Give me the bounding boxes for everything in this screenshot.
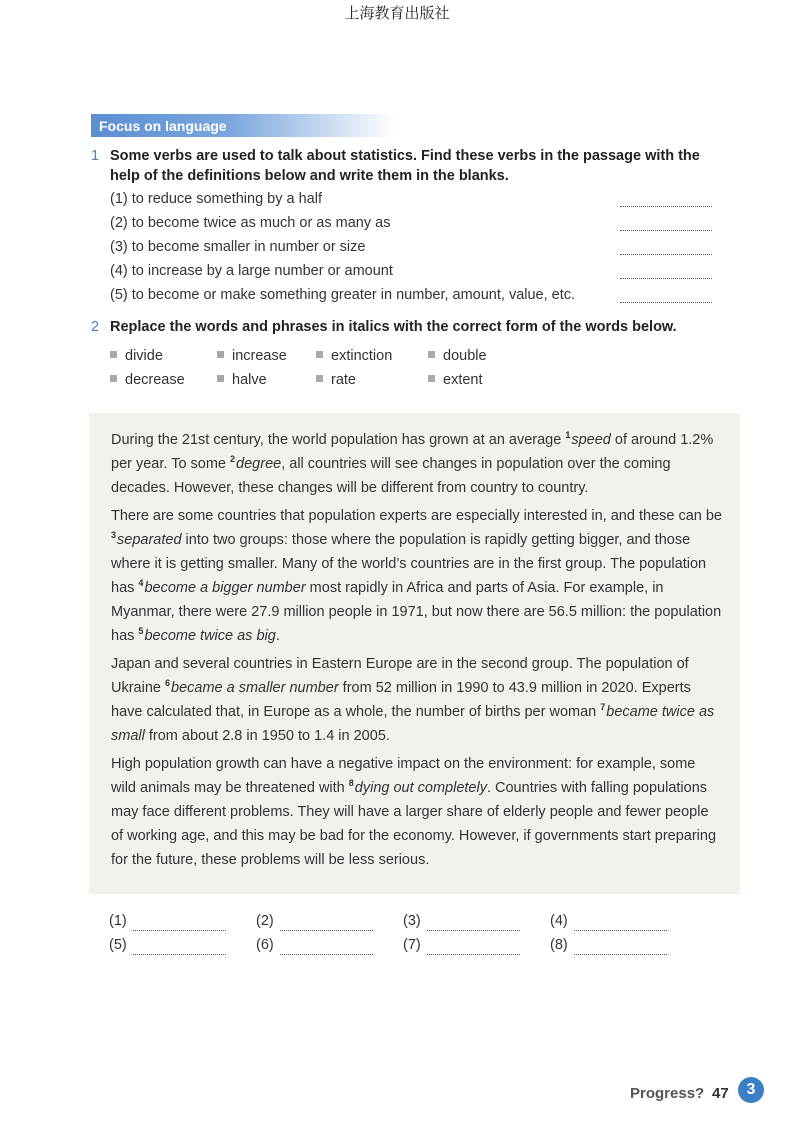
word-bank-item: halve [217,372,267,388]
unit-badge: 3 [738,1077,764,1103]
passage-paragraph: There are some countries that population experts are especially interested in, and these can be $^3$separated into two groups: those where the population is rapidly getting bigger, and those where it is getting smaller. Many of the world’s countries are in the first group. The population has $^4$become a bigger number most rapidly in Africa and parts of Asia. For example, in Myanmar, there were 27.9 million people in 1971, but now there are 56.5 million: the population has $^5$become twice as big. [111,508,722,644]
answer-line[interactable] [280,954,373,955]
definition-item [110,214,720,238]
word-bank-row [110,348,530,372]
answer-line[interactable] [280,930,373,931]
word-bank-item: extinction [316,348,392,364]
bullet-square-icon [217,351,224,358]
bullet-square-icon [316,375,323,382]
section-heading-bar [91,114,396,137]
answer-line[interactable] [574,954,667,955]
answer-slot: (3) [403,913,543,933]
answer-slot: (8) [550,937,690,957]
passage-paragraph: Japan and several countries in Eastern Europe are in the second group. The population of Ukraine $^6$became a smaller number from 52 million in 1990 to 43.9 million in 2020. Experts have calculated that, in Europe as a whole, the number of births per woman $^7$became twice as small from about 2.8 in 1950 to 1.4 in 2005. [111,656,715,744]
answer-slot: (2) [256,913,396,933]
word-bank-row [110,372,530,396]
definition-item [110,286,720,310]
answer-slot: (4) [550,913,690,933]
question-2-instruction: Replace the words and phrases in italics with the correct form of the words below. [110,319,677,335]
definition-item [110,262,720,286]
word-bank [110,348,530,396]
word-bank-item: increase [217,348,287,364]
definition-text: (2) to become twice as much or as many as [110,215,391,231]
answer-slot: (5) [109,937,249,957]
word-bank-item: decrease [110,372,185,388]
definition-text: (4) to increase by a large number or amount [110,263,393,279]
publisher-header: 上海教育出版社 [344,4,450,22]
answer-line[interactable] [427,930,520,931]
answer-line[interactable] [427,954,520,955]
answer-blank-1[interactable] [620,206,712,207]
answer-line[interactable] [133,954,226,955]
definition-text: (1) to reduce something by a half [110,191,322,207]
answer-line[interactable] [574,930,667,931]
answer-blank-3[interactable] [620,254,712,255]
answer-slot: (1) [109,913,249,933]
word-bank-item: divide [110,348,163,364]
bullet-square-icon [428,375,435,382]
question-2-number: 2 [91,319,100,335]
bullet-square-icon [110,351,117,358]
definition-item [110,190,720,214]
answer-blank-2[interactable] [620,230,712,231]
word-bank-item: rate [316,372,356,388]
question-1-instruction: Some verbs are used to talk about statistics. Find these verbs in the passage with the help of the definitions below and write them in the blanks. [110,148,700,184]
definition-text: (3) to become smaller in number or size [110,239,366,255]
page-number: 47 [712,1085,729,1102]
answer-blank-5[interactable] [620,302,712,303]
answer-line[interactable] [133,930,226,931]
passage-paragraph: High population growth can have a negative impact on the environment: for example, some wild animals may be threatened with $^8$dying out completely. Countries with falling populations may face different problems. They will have a larger share of elderly people and fewer people of working age, and this may be bad for the economy. However, if governments start preparing for the future, these problems will be less serious. [111,756,717,868]
question-1-number: 1 [91,148,100,164]
answer-blank-4[interactable] [620,278,712,279]
bullet-square-icon [110,375,117,382]
definition-text: (5) to become or make something greater in number, amount, value, etc. [110,287,576,303]
passage-paragraph: During the 21st century, the world population has grown at an average $^1$speed of around 1.2% per year. To some $^2$degree, all countries will see changes in population over the coming decades. However, these changes will be different from country to country. [111,430,714,496]
footer-label: Progress? [630,1085,705,1102]
word-bank-item: double [428,348,487,364]
word-bank-item: extent [428,372,483,388]
bullet-square-icon [316,351,323,358]
definition-list [110,190,720,310]
definition-item [110,238,720,262]
section-heading: Focus on language [99,118,227,134]
answer-slot: (7) [403,937,543,957]
reading-passage [111,428,723,876]
bullet-square-icon [428,351,435,358]
answer-slot: (6) [256,937,396,957]
bullet-square-icon [217,375,224,382]
